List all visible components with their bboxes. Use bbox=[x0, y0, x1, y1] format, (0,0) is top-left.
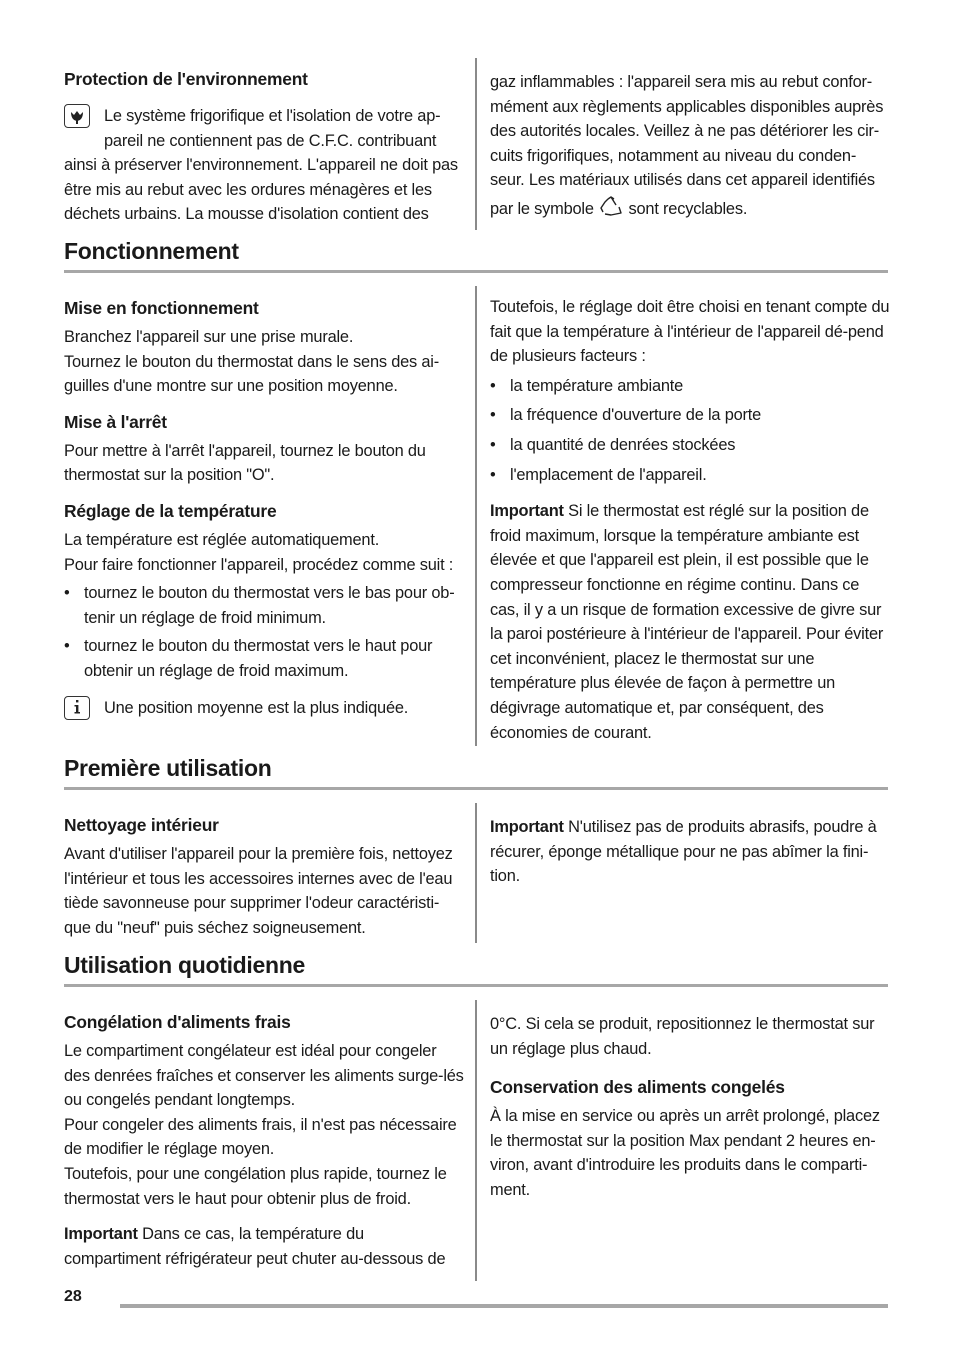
first-use-left-column bbox=[64, 812, 464, 940]
environment-text-2: pareil ne contiennent pas de C.F.C. contribuant bbox=[104, 131, 437, 150]
page-number: 28 bbox=[64, 1288, 82, 1305]
temperature-heading: Réglage de la température bbox=[64, 500, 277, 521]
important-text: N'utilisez pas de produits abrasifs, poudre à récurer, éponge métallique pour ne pas abîmer la fini-tion. bbox=[490, 818, 877, 886]
important-note bbox=[64, 1222, 464, 1271]
column-divider bbox=[475, 58, 477, 230]
freezing-heading: Congélation d'aliments frais bbox=[64, 1012, 291, 1032]
first-use-right-column bbox=[490, 815, 890, 889]
temperature-text-2: Pour faire fonctionner l'appareil, procédez comme suit : bbox=[64, 555, 454, 574]
environment-left-column bbox=[64, 66, 464, 227]
eco-flower-icon bbox=[64, 104, 90, 128]
environment-text-3: ainsi à préserver l'environnement. L'appareil ne doit pas être mis au rebut avec les ordures ménagères et les déchets urbains. La mousse d'isolation contient des bbox=[64, 156, 458, 224]
important-text: Dans ce cas, la température du compartiment réfrigérateur peut chuter au-dessous de bbox=[64, 1225, 446, 1268]
environment-right-text: gaz inflammables : l'appareil sera mis au rebut confor-mément aux règlements applicables disponibles auprès des autorités locales. Veillez à ne pas détériorer les cir-cuits frigorifiques, notamment au niveau du conden-seur. Les matériaux utilisés dans cet appareil identifiés bbox=[490, 73, 884, 190]
start-text-2: Tournez le bouton du thermostat dans le sens des ai-guilles d'une montre sur une position moyenne. bbox=[64, 352, 440, 396]
column-divider bbox=[475, 803, 477, 943]
daily-use-left-column bbox=[64, 1009, 464, 1271]
freezing-text-3: Toutefois, pour une congélation plus rapide, tournez le thermostat vers le haut pour obtenir plus de froid. bbox=[64, 1164, 447, 1208]
list-item: • l'emplacement de l'appareil. bbox=[490, 463, 890, 488]
important-note bbox=[490, 499, 890, 745]
list-item: • tournez le bouton du thermostat vers le bas pour ob-tenir un réglage de froid minimum. bbox=[64, 581, 464, 630]
start-heading: Mise en fonctionnement bbox=[64, 298, 259, 318]
environment-recycle-line bbox=[490, 196, 890, 222]
temperature-text-1: La température est réglée automatiquement. bbox=[64, 530, 380, 549]
important-note bbox=[490, 815, 890, 889]
daily-use-rule bbox=[64, 984, 888, 987]
cleaning-text: Avant d'utiliser l'appareil pour la première fois, nettoyez l'intérieur et tous les accessoires internes avec de l'eau tiède savonneuse pour supprimer l'odeur caractéristi-que du "neuf" puis séchez soigneusement. bbox=[64, 845, 453, 937]
recycle-icon bbox=[599, 196, 623, 218]
list-item: • la fréquence d'ouverture de la porte bbox=[490, 403, 890, 428]
first-use-rule bbox=[64, 787, 888, 790]
info-note bbox=[64, 696, 464, 721]
cleaning-heading: Nettoyage intérieur bbox=[64, 815, 219, 835]
info-icon bbox=[64, 696, 90, 720]
important-text: Si le thermostat est réglé sur la position de froid maximum, lorsque la température ambiante est élevée et que l'appareil est plein, il est possible que le compresseur fonctionne en régime continu. Dans ce cas, il y a un risque de formation excessive de givre sur la paroi postérieure à l'intérieur de l'appareil. Pour éviter cet inconvénient, placez le thermostat sur une température plus élevée de façon à permettre un dégivrage automatique et, par conséquent, des économies de courant. bbox=[490, 502, 884, 742]
operation-title: Fonctionnement bbox=[64, 238, 239, 264]
recycle-text-before: par le symbole bbox=[490, 199, 594, 218]
column-divider bbox=[475, 1000, 477, 1281]
environment-text-1: Le système frigorifique et l'isolation de votre ap- bbox=[104, 107, 441, 125]
operation-right-column bbox=[490, 295, 890, 745]
freezing-text-1: Le compartiment congélateur est idéal pour congeler des denrées fraîches et conserver les aliments surge-lés ou congelés pendant longtemps. bbox=[64, 1042, 464, 1110]
info-text: Une position moyenne est la plus indiquée. bbox=[104, 698, 409, 717]
environment-heading: Protection de l'environnement bbox=[64, 69, 308, 89]
important-label: Important bbox=[490, 818, 564, 836]
operation-left-column bbox=[64, 295, 464, 720]
freezing-text-2: Pour congeler des aliments frais, il n'est pas nécessaire de modifier le réglage moyen. bbox=[64, 1115, 457, 1159]
list-item: • la quantité de denrées stockées bbox=[490, 433, 890, 458]
factors-intro: Toutefois, le réglage doit être choisi en tenant compte du fait que la température à l'intérieur de l'appareil dé-pend de plusieurs facteurs : bbox=[490, 298, 890, 366]
freezing-continued-text: 0°C. Si cela se produit, repositionnez le thermostat sur un réglage plus chaud. bbox=[490, 1015, 875, 1058]
important-label: Important bbox=[490, 502, 564, 521]
footer-rule bbox=[120, 1304, 888, 1308]
column-divider bbox=[475, 286, 477, 746]
list-item: • tournez le bouton du thermostat vers le haut pour obtenir un réglage de froid maximum. bbox=[64, 634, 464, 683]
daily-use-title: Utilisation quotidienne bbox=[64, 952, 305, 978]
operation-rule bbox=[64, 270, 888, 273]
list-item: • la température ambiante bbox=[490, 374, 890, 399]
environment-right-column bbox=[490, 70, 890, 222]
recycle-text-after: sont recyclables. bbox=[628, 199, 748, 218]
first-use-title: Première utilisation bbox=[64, 755, 272, 781]
important-label: Important bbox=[64, 1225, 138, 1244]
daily-use-right-column bbox=[490, 1012, 890, 1203]
stop-heading: Mise à l'arrêt bbox=[64, 411, 167, 432]
start-text-1: Branchez l'appareil sur une prise murale. bbox=[64, 328, 354, 346]
frozen-text: À la mise en service ou après un arrêt prolongé, placez le thermostat sur la position Max pendant 2 heures en-viron, avant d'introduire les produits dans le comparti-ment. bbox=[490, 1107, 880, 1199]
frozen-heading: Conservation des aliments congelés bbox=[490, 1077, 785, 1098]
stop-text: Pour mettre à l'arrêt l'appareil, tournez le bouton du thermostat sur la position "O". bbox=[64, 441, 426, 485]
